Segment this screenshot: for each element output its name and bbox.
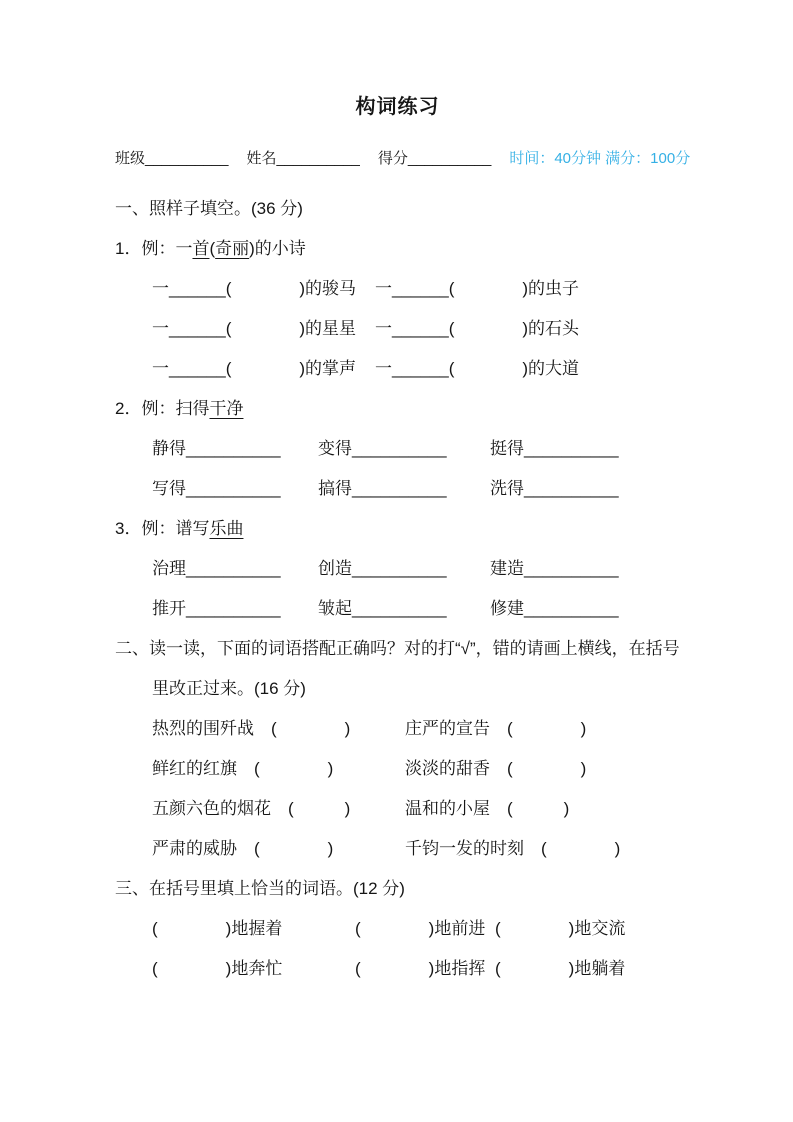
section-3-rows <box>115 909 680 989</box>
section-2-heading: 二、读一读，下面的词语搭配正确吗？对的打“√”，错的请画上横线，在括号里改正过来。(16 分) <box>115 639 680 698</box>
item-2-example-underlined-word: 干净 <box>209 399 244 418</box>
section-2-rows <box>115 709 680 869</box>
section-1 <box>115 189 680 629</box>
match-phrase: 庄严的宣告 ( ) <box>405 719 587 738</box>
blank-phrase: 一______( )的虫子 <box>375 279 580 298</box>
section-2 <box>115 629 680 869</box>
item-1-example-post: )的小诗 <box>249 239 306 258</box>
item-1-example-underlined-measure-word: 首 <box>192 239 210 258</box>
section-1-heading: 一、照样子填空。(36 分) <box>115 199 303 218</box>
item-2-blank-rows <box>115 429 680 509</box>
fill-phrase: ( )地交流 <box>495 919 626 938</box>
name-field: 姓名__________ <box>246 150 360 167</box>
blank-row <box>152 469 680 509</box>
fill-row <box>152 949 680 989</box>
fill-row <box>152 909 680 949</box>
fill-phrase: ( )地奔忙 <box>152 959 283 978</box>
blank-phrase: 写得__________ <box>152 479 281 498</box>
item-3-example-pre: 3．例：谱写 <box>115 519 210 538</box>
item-1-example-pre: 1．例：一 <box>115 239 193 258</box>
score-field: 得分__________ <box>377 150 492 167</box>
item-1-example <box>115 229 680 269</box>
blank-phrase: 一______( )的掌声 <box>152 359 357 378</box>
class-field: 班级__________ <box>115 150 229 167</box>
item-3-blank-rows <box>115 549 680 629</box>
section-3 <box>115 869 680 989</box>
blank-phrase: 变得__________ <box>318 439 447 458</box>
match-row <box>152 789 680 829</box>
blank-phrase: 修建__________ <box>490 599 619 618</box>
blank-phrase: 一______( )的石头 <box>375 319 580 338</box>
blank-phrase: 皱起__________ <box>318 599 447 618</box>
item-3-example-underlined-word: 乐曲 <box>209 519 244 538</box>
blank-phrase: 一______( )的星星 <box>152 319 357 338</box>
worksheet-title: 构词练习 <box>355 96 440 118</box>
match-row <box>152 749 680 789</box>
blank-row <box>152 269 680 309</box>
blank-phrase: 挺得__________ <box>490 439 619 458</box>
blank-row <box>152 429 680 469</box>
blank-phrase: 静得__________ <box>152 439 281 458</box>
item-2-example <box>115 389 680 429</box>
blank-row <box>152 589 680 629</box>
header-line <box>115 149 691 169</box>
match-phrase: 温和的小屋 ( ) <box>405 799 570 818</box>
blank-phrase: 搞得__________ <box>318 479 447 498</box>
item-2-example-pre: 2．例：扫得 <box>115 399 210 418</box>
blank-phrase: 一______( )的大道 <box>375 359 580 378</box>
fill-phrase: ( )地躺着 <box>495 959 626 978</box>
blank-phrase: 洗得__________ <box>490 479 619 498</box>
worksheet-body <box>115 189 680 989</box>
fill-phrase: ( )地前进 <box>355 919 486 938</box>
section-3-heading: 三、在括号里填上恰当的词语。(12 分) <box>115 879 405 898</box>
match-phrase: 热烈的围歼战 ( ) <box>152 719 351 738</box>
blank-phrase: 推开__________ <box>152 599 281 618</box>
match-phrase: 鲜红的红旗 ( ) <box>152 759 334 778</box>
blank-row <box>152 349 680 389</box>
blank-phrase: 创造__________ <box>318 559 447 578</box>
blank-phrase: 治理__________ <box>152 559 281 578</box>
match-row <box>152 709 680 749</box>
match-phrase: 千钧一发的时刻 ( ) <box>405 839 621 858</box>
match-phrase: 五颜六色的烟花 ( ) <box>152 799 351 818</box>
time-fullscore-note: 时间：40分钟 满分：100分 <box>509 150 691 167</box>
item-1-example-underlined-adjective: 奇丽 <box>215 239 250 258</box>
match-phrase: 严肃的威胁 ( ) <box>152 839 334 858</box>
blank-phrase: 一______( )的骏马 <box>152 279 357 298</box>
item-1-blank-rows <box>115 269 680 389</box>
blank-phrase: 建造__________ <box>490 559 619 578</box>
match-phrase: 淡淡的甜香 ( ) <box>405 759 587 778</box>
blank-row <box>152 309 680 349</box>
item-3-example <box>115 509 680 549</box>
fill-phrase: ( )地握着 <box>152 919 283 938</box>
match-row <box>152 829 680 869</box>
fill-phrase: ( )地指挥 <box>355 959 486 978</box>
blank-row <box>152 549 680 589</box>
item-1-example-paren-open: ( <box>209 239 216 258</box>
